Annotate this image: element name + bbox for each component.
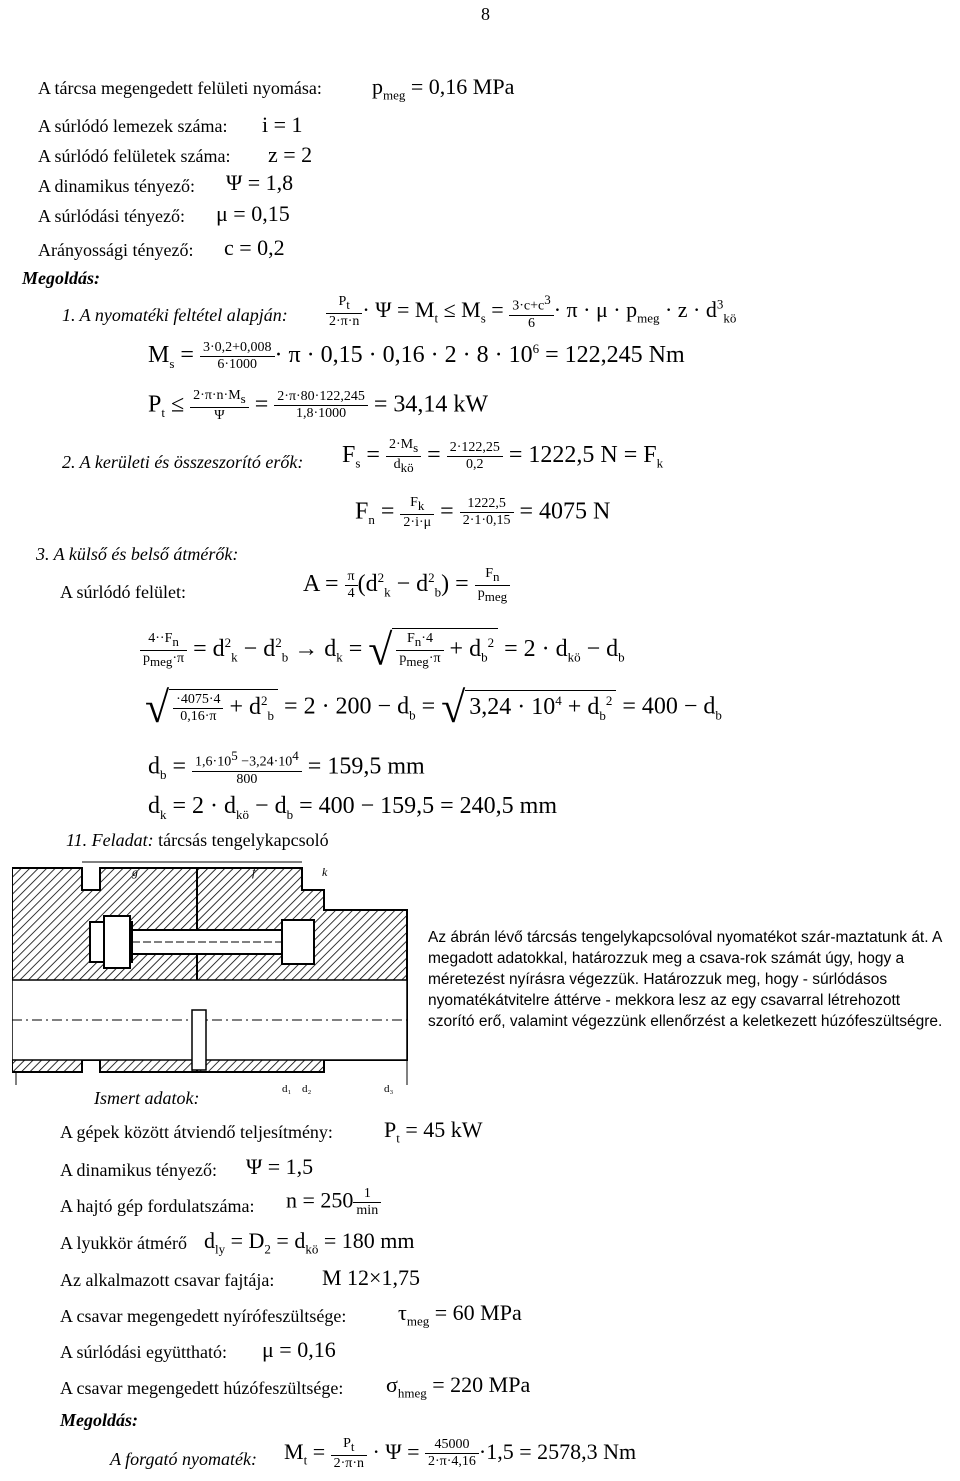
keyway (192, 1010, 206, 1070)
given-pmeg-label: A tárcsa megengedett felületi nyomása: (38, 78, 322, 98)
given-i-label: A súrlódó lemezek száma: (38, 116, 228, 136)
task-psi-label: A dinamikus tényező: (60, 1160, 217, 1180)
given-z-label: A súrlódó felületek száma: (38, 146, 231, 166)
task-mu-value: μ = 0,16 (262, 1337, 336, 1362)
task11-title: 11. Feladat: tárcsás tengelykapcsoló (66, 830, 329, 850)
task-bolt-value: M 12×1,75 (322, 1265, 420, 1290)
task-tau-value: $\tau_{meg} = 60$ MPa (398, 1300, 522, 1329)
label-g: g (132, 865, 138, 879)
step2-label: 2. A kerületi és összeszorító erők: (62, 452, 304, 472)
label-d2: d₂ (302, 1083, 312, 1095)
fs-formula: $F_s$ = $\frac{2\cdot M_s}{d_{kö}}$ = $\frac{2\cdot 122,25}{0,2}$ = 1222,5 $N = F_k$ (342, 437, 664, 475)
torque-label: A forgató nyomaték: (110, 1449, 257, 1469)
label-f: f (252, 865, 256, 879)
given-mu-label: A súrlódási tényező: (38, 206, 185, 226)
area-label: A súrlódó felület: (60, 582, 186, 602)
area-formula: A = $\frac{\pi}{4}$ $(d^2_k - d^2_b)$ = $\frac{F_n}{p_{meg}}$ (303, 566, 510, 605)
coupling-drawing (12, 860, 420, 1098)
label-d3: d₃ (384, 1083, 394, 1095)
task-p-label: A gépek között átviendő teljesítmény: (60, 1122, 333, 1142)
task-sigma-label: A csavar megengedett húzófeszültsége: (60, 1378, 344, 1398)
step1-label: 1. A nyomatéki feltétel alapján: (62, 305, 288, 325)
known-heading: Ismert adatok: (94, 1088, 200, 1108)
n1-formula: √ $\frac{\cdot 4075\cdot 4}{0,16\cdot\pi}$ + $d^2_b = 2 \cdot 200 - d_b$ = √ $3,24 \cdot 10^4 + d_b^2 = 400 - d_b$ (145, 683, 722, 732)
solution-heading: Megoldás: (22, 268, 100, 288)
dk2-formula: $d_k = 2 \cdot d_{kö} - d_b = 400 - 159,5 = 240,5$ mm (148, 793, 558, 822)
given-mu-value: μ = 0,15 (216, 201, 290, 226)
task-solution-heading: Megoldás: (60, 1410, 138, 1430)
given-psi-value: Ψ = 1,8 (226, 170, 294, 195)
given-psi-label: A dinamikus tényező: (38, 176, 195, 196)
task-d-label: A lyukkör átmérő (60, 1233, 187, 1253)
db-formula: $d_b$ = $\frac{1,6\cdot 10^5 -3,24\cdot 10^4}{800}$ = 159,5 mm (148, 748, 425, 787)
step3-label: 3. A külső és belső átmérők: (36, 544, 239, 564)
label-k: k (322, 865, 328, 879)
pt-formula: $P_t$ ≤ $\frac{2\cdot\pi\cdot n\cdot M_s}{\Psi}$ = $\frac{2\cdot\pi\cdot 80\cdot 122,245}{1,8\cdot 1000}$ = 34,14 kW (148, 388, 489, 423)
fn-formula: $F_n$ = $\frac{F_k}{2\cdot i\cdot\mu}$ = $\frac{1222,5}{2\cdot 1\cdot 0,15}$ = 4075 N (355, 495, 611, 530)
dk-formula: $\frac{4\cdot\cdot F_n}{p_{meg}\cdot\pi}$ = $d^2_k - d^2_b \to d_k$ = √ $\frac{F_n\cdot 4}{p_{meg}\cdot\pi}$ + $d_b^2 = 2 \cdot d_{kö} - d_b$ (140, 628, 625, 672)
given-i-value: i = 1 (262, 112, 303, 137)
task-mu-label: A súrlódási együttható: (60, 1342, 227, 1362)
task-sigma-value: $\sigma_{hmeg} = 220$ MPa (386, 1372, 531, 1401)
task-d-value: $d_{ly} = D_2 = d_{kö} = 180$ mm (204, 1228, 415, 1257)
task-tau-label: A csavar megengedett nyírófeszültsége: (60, 1306, 347, 1326)
task11-description: Az ábrán lévő tárcsás tengelykapcsolóval nyomatékot szár-maztatunk át. A megadott adatokkal, határozzuk meg a csava-rok számát úgy, hogy a méretezést nyírásra végezzük. Határozzuk meg, hogy - súrlódásos nyomatékátvitelre áttérve - mekkora lesz az egy csavarral létrehozott szorító erő, valamint végezzünk ellenőrzést a keletkezett húzófeszültségre. (428, 929, 943, 1030)
given-c-value: c = 0,2 (224, 235, 285, 260)
ms-formula: $M_s$ = $\frac{3\cdot 0,2+0,008}{6\cdot 1000}$ · $\pi \cdot 0,15 \cdot 0,16 \cdot 2 \cdot 8 \cdot 10^6 = 122,245$ Nm (148, 340, 685, 372)
torque-formula: $M_t$ = $\frac{P_t}{2\cdot\pi\cdot n}$ · Ψ = $\frac{45000}{2\cdot\pi\cdot 4,16}$ ·1,5 = 2578,3 Nm (284, 1436, 637, 1471)
given-c-label: Arányossági tényező: (38, 240, 194, 260)
task-psi-value: Ψ = 1,5 (246, 1154, 314, 1179)
task-n-label: A hajtó gép fordulatszáma: (60, 1196, 255, 1216)
given-pmeg-value: $p_{meg} = 0,16$ MPa (372, 74, 515, 103)
given-z-value: z = 2 (268, 142, 313, 167)
task-n-value: n = 250 $\frac{1}{\min}$ (286, 1186, 381, 1219)
label-d1: d₁ (282, 1083, 292, 1095)
page-number: 8 (481, 4, 490, 24)
task-bolt-label: Az alkalmazott csavar fajtája: (60, 1270, 275, 1290)
step1-formula: $\frac{P_t}{2\cdot\pi\cdot n}$ · $\Psi = M_t \le M_s$ = $\frac{3\cdot c+c^3}{6}$ · $\pi \cdot \mu \cdot p_{meg} \cdot z \cdot d^3_{kö}$ (326, 292, 736, 332)
task-p-value: $P_t = 45$ kW (384, 1117, 483, 1146)
